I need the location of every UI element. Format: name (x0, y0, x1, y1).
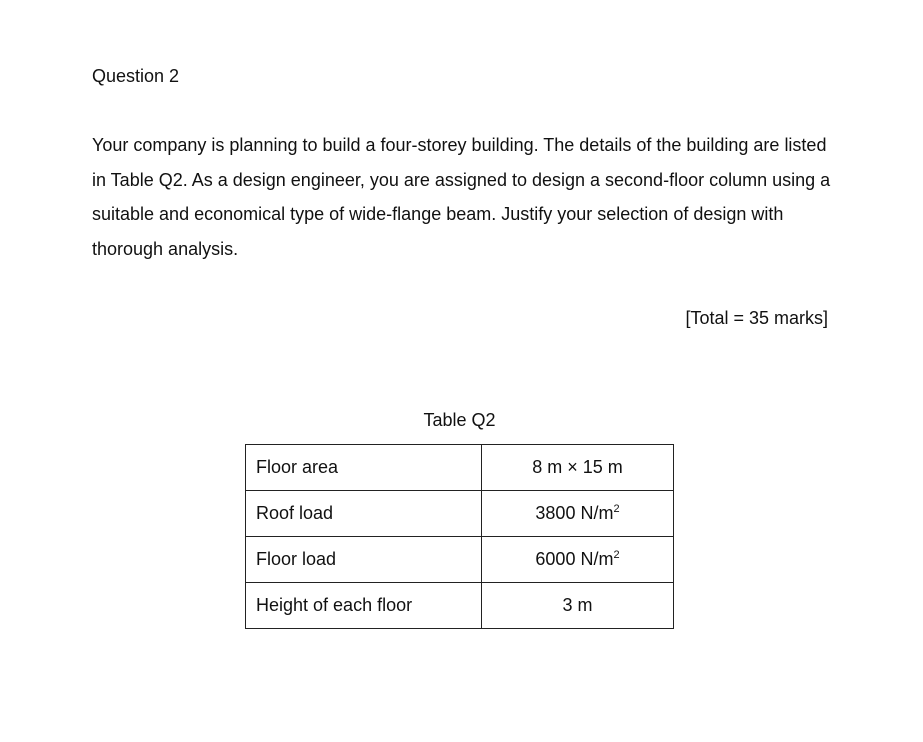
table-row (246, 537, 674, 583)
row-label: Height of each floor (246, 583, 482, 629)
table-row (246, 583, 674, 629)
unit-exponent: 2 (613, 503, 620, 515)
row-label: Floor area (246, 445, 482, 491)
row-label: Roof load (246, 491, 482, 537)
table-row (246, 445, 674, 491)
question-heading: Question 2 (92, 66, 180, 86)
value-text: 3 m (562, 595, 593, 615)
value-text: 8 m × 15 m (532, 457, 623, 477)
row-label: Floor load (246, 537, 482, 583)
value-text: 3800 N/m (535, 503, 614, 523)
row-value (482, 491, 674, 537)
table-caption: Table Q2 (423, 410, 496, 430)
value-text: 6000 N/m (535, 549, 614, 569)
row-value (482, 537, 674, 583)
building-details-table (245, 444, 674, 629)
question-paragraph: Your company is planning to build a four-storey building. The details of the building are listed in Table Q2. As a design engineer, you are assigned to design a second-floor column using a suitable and economical type of wide-flange beam. Justify your selection of design with thorough analysis. (92, 135, 831, 259)
row-value (482, 445, 674, 491)
row-value (482, 583, 674, 629)
unit-exponent: 2 (613, 549, 620, 561)
table-row (246, 491, 674, 537)
total-marks: [Total = 35 marks] (685, 308, 828, 328)
